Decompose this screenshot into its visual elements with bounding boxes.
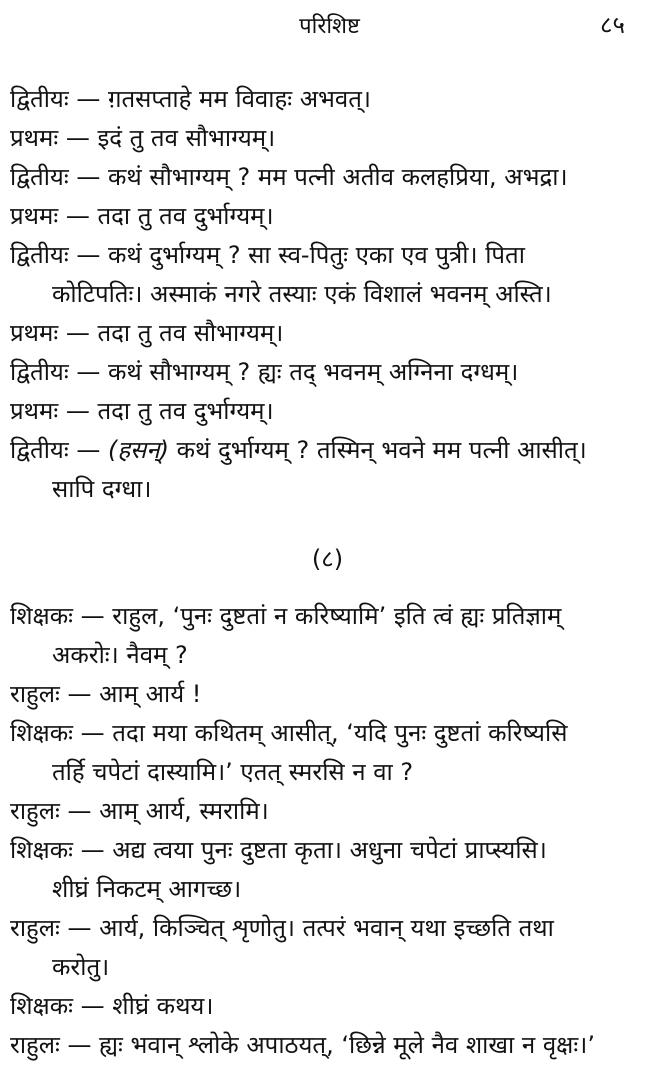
- dialogue-continuation: अकरोः। नैवम् ?: [52, 641, 188, 669]
- dialogue-text: — तदा तु तव सौभाग्यम्।: [58, 319, 284, 347]
- dialogue-text: — अद्य त्वया पुनः दुष्टता कृता। अधुना चपेटां प्राप्स्यसि।: [73, 836, 547, 864]
- dialogue-line: [10, 119, 645, 158]
- speaker-name: द्वितीयः: [10, 163, 69, 191]
- speaker-name: राहुलः: [10, 914, 60, 942]
- dialogue-line: [10, 987, 645, 1026]
- dialogue-line: [10, 714, 645, 753]
- dialogue-line: [10, 1026, 645, 1065]
- dialogue-continuation: तर्हि चपेटां दास्यामि।’ एतत् स्मरसि न वा ?: [52, 758, 414, 786]
- section-heading: (८): [311, 545, 344, 573]
- dialogue-line: [10, 675, 645, 714]
- dialogue-line: [10, 80, 645, 119]
- dialogue-line: [10, 236, 645, 275]
- dialogue-line: [10, 197, 645, 236]
- dialogue-continuation: शीघ्रं निकटम् आगच्छ।: [52, 875, 242, 903]
- speaker-name: प्रथमः: [10, 202, 59, 230]
- dialogue-text: — तदा मया कथितम् आसीत्, ‘यदि पुनः दुष्टतां करिष्यसि: [73, 719, 568, 747]
- speaker-name: प्रथमः: [10, 124, 59, 152]
- page-number: ८५: [600, 11, 625, 39]
- speaker-name: द्वितीयः: [10, 436, 69, 464]
- speaker-name: राहुलः: [10, 680, 60, 708]
- speaker-name: शिक्षकः: [10, 836, 74, 864]
- running-title: परिशिष्ट: [299, 14, 360, 39]
- dialogue-line: [10, 597, 645, 636]
- dialogue-line: [10, 431, 645, 470]
- dialogue-text: — तदा तु तव दुर्भाग्यम्।: [58, 202, 274, 230]
- dialogue-line: [10, 792, 645, 831]
- dialogue-line: [10, 353, 645, 392]
- stage-direction: (हसन्): [107, 436, 169, 464]
- speaker-name: द्वितीयः: [10, 241, 69, 269]
- dialogue-text: — राहुल, ‘पुनः दुष्टतां न करिष्यामि’ इति त्वं ह्यः प्रतिज्ञाम्: [73, 602, 562, 630]
- dialogue-dash: —: [68, 436, 108, 464]
- speaker-name: शिक्षकः: [10, 992, 74, 1020]
- dialogue-line: [10, 158, 645, 197]
- dialogue-text: — कथं सौभाग्यम् ? मम पत्नी अतीव कलहप्रिया, अभद्रा।: [68, 163, 568, 191]
- dialogue-text: — आम् आर्य !: [59, 680, 202, 708]
- dialogue-text: — आर्य, किञ्चित् शृणोतु। तत्परं भवान् यथा इच्छति तथा: [59, 914, 554, 942]
- dialogue-text: कथं दुर्भाग्यम् ? तस्मिन् भवने मम पत्नी आसीत्।: [168, 436, 587, 464]
- dialogue-text: — तदा तु तव दुर्भाग्यम्।: [58, 397, 274, 425]
- dialogue-line: [10, 392, 645, 431]
- dialogue-continuation: करोतु।: [52, 953, 110, 981]
- dialogue-text: — ह्यः भवान् श्लोके अपाठयत्, ‘छिन्ने मूले नैव शाखा न वृक्षः।’: [59, 1031, 595, 1059]
- dialogue-line: [10, 909, 645, 948]
- speaker-name: द्वितीयः: [10, 358, 69, 386]
- speaker-name: द्वितीयः: [10, 85, 69, 113]
- dialogue-text: — कथं दुर्भाग्यम् ? सा स्व-पितुः एका एव पुत्री। पिता: [68, 241, 525, 269]
- dialogue-line: [10, 831, 645, 870]
- speaker-name: शिक्षकः: [10, 602, 74, 630]
- speaker-name: राहुलः: [10, 1031, 60, 1059]
- speaker-name: शिक्षकः: [10, 719, 74, 747]
- dialogue-continuation: सापि दग्धा।: [52, 475, 152, 503]
- dialogue-text: — इदं तु तव सौभाग्यम्।: [58, 124, 276, 152]
- page-header: [0, 0, 659, 50]
- dialogue-text: — आम् आर्य, स्मरामि।: [59, 797, 269, 825]
- speaker-name: राहुलः: [10, 797, 60, 825]
- dialogue-text: — ग़तसप्ताहे मम विवाहः अभवत्।: [68, 85, 372, 113]
- page-body: [10, 80, 645, 1065]
- dialogue-text: — कथं सौभाग्यम् ? ह्यः तद् भवनम् अग्निना दग्धम्।: [68, 358, 519, 386]
- dialogue-continuation: कोटिपतिः। अस्माकं नगरे तस्याः एकं विशालं भवनम् अस्ति।: [52, 280, 552, 308]
- dialogue-line: [10, 314, 645, 353]
- speaker-name: प्रथमः: [10, 397, 59, 425]
- speaker-name: प्रथमः: [10, 319, 59, 347]
- dialogue-text: — शीघ्रं कथय।: [73, 992, 214, 1020]
